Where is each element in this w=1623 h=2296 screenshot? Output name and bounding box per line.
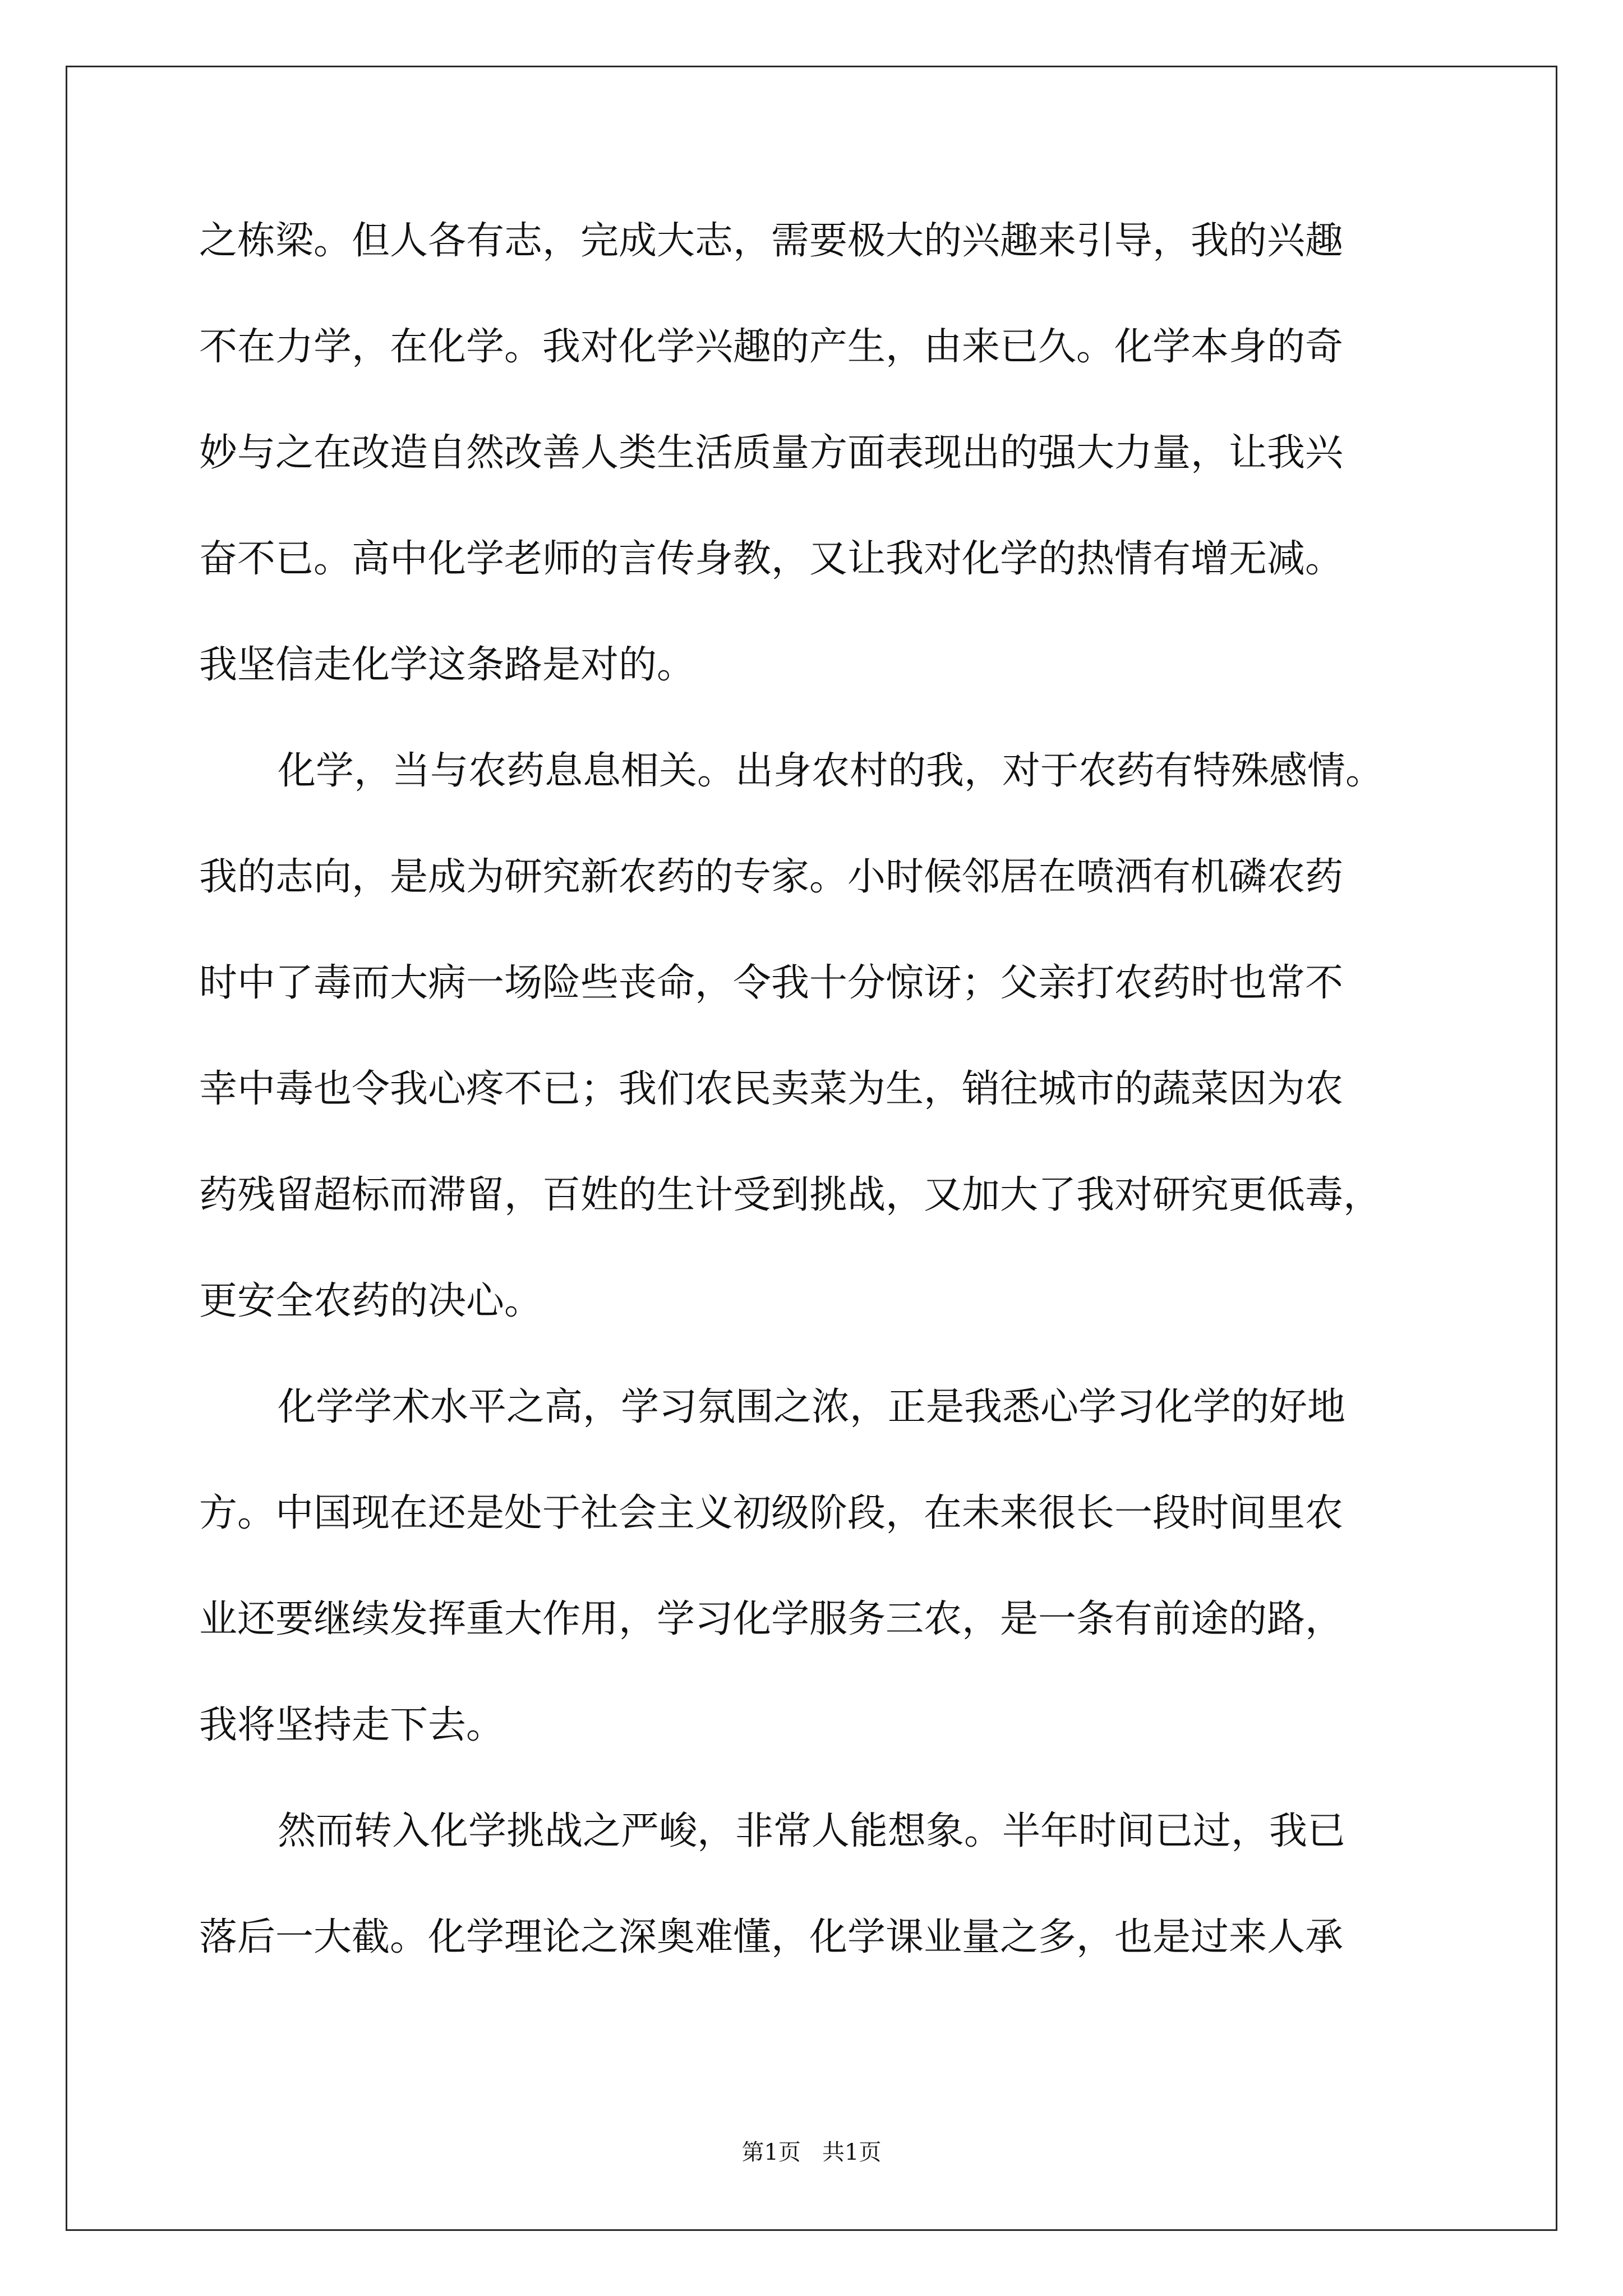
text-line: 方。中国现在还是处于社会主义初级阶段，在未来很长一段时间里农 xyxy=(199,1491,1344,1535)
text-line: 时中了毒而大病一场险些丧命，令我十分惊讶；父亲打农药时也常不 xyxy=(199,961,1344,1005)
text-line: 我将坚持走下去。 xyxy=(199,1703,505,1747)
document-body xyxy=(199,216,1427,2018)
text-line: 药残留超标而滞留，百姓的生计受到挑战，又加大了我对研究更低毒， xyxy=(199,1173,1382,1217)
text-line: 奋不已。高中化学老师的言传身教，又让我对化学的热情有增无减。 xyxy=(199,537,1344,581)
text-line: 妙与之在改造自然改善人类生活质量方面表现出的强大力量，让我兴 xyxy=(199,431,1344,475)
text-line: 我坚信走化学这条路是对的。 xyxy=(199,643,695,687)
text-line: 我的志向，是成为研究新农药的专家。小时候邻居在喷洒有机磷农药 xyxy=(199,855,1344,899)
text-line: 不在力学，在化学。我对化学兴趣的产生，由来已久。化学本身的奇 xyxy=(199,325,1344,369)
text-line: 然而转入化学挑战之严峻，非常人能想象。半年时间已过，我已 xyxy=(278,1809,1346,1853)
text-line: 落后一大截。化学理论之深奥难懂，化学课业量之多，也是过来人承 xyxy=(199,1915,1344,1959)
text-line: 之栋梁。但人各有志，完成大志，需要极大的兴趣来引导，我的兴趣 xyxy=(199,219,1344,263)
text-line: 更安全农药的决心。 xyxy=(199,1279,543,1323)
text-line: 化学，当与农药息息相关。出身农村的我，对于农药有特殊感情。 xyxy=(278,749,1384,793)
text-line: 化学学术水平之高，学习氛围之浓，正是我悉心学习化学的好地 xyxy=(278,1385,1346,1429)
text-line: 业还要继续发挥重大作用，学习化学服务三农，是一条有前途的路， xyxy=(199,1597,1344,1641)
page-number-footer: 第1页 共1页 xyxy=(741,2139,882,2165)
text-line: 幸中毒也令我心疼不已；我们农民卖菜为生，销往城市的蔬菜因为农 xyxy=(199,1067,1344,1111)
